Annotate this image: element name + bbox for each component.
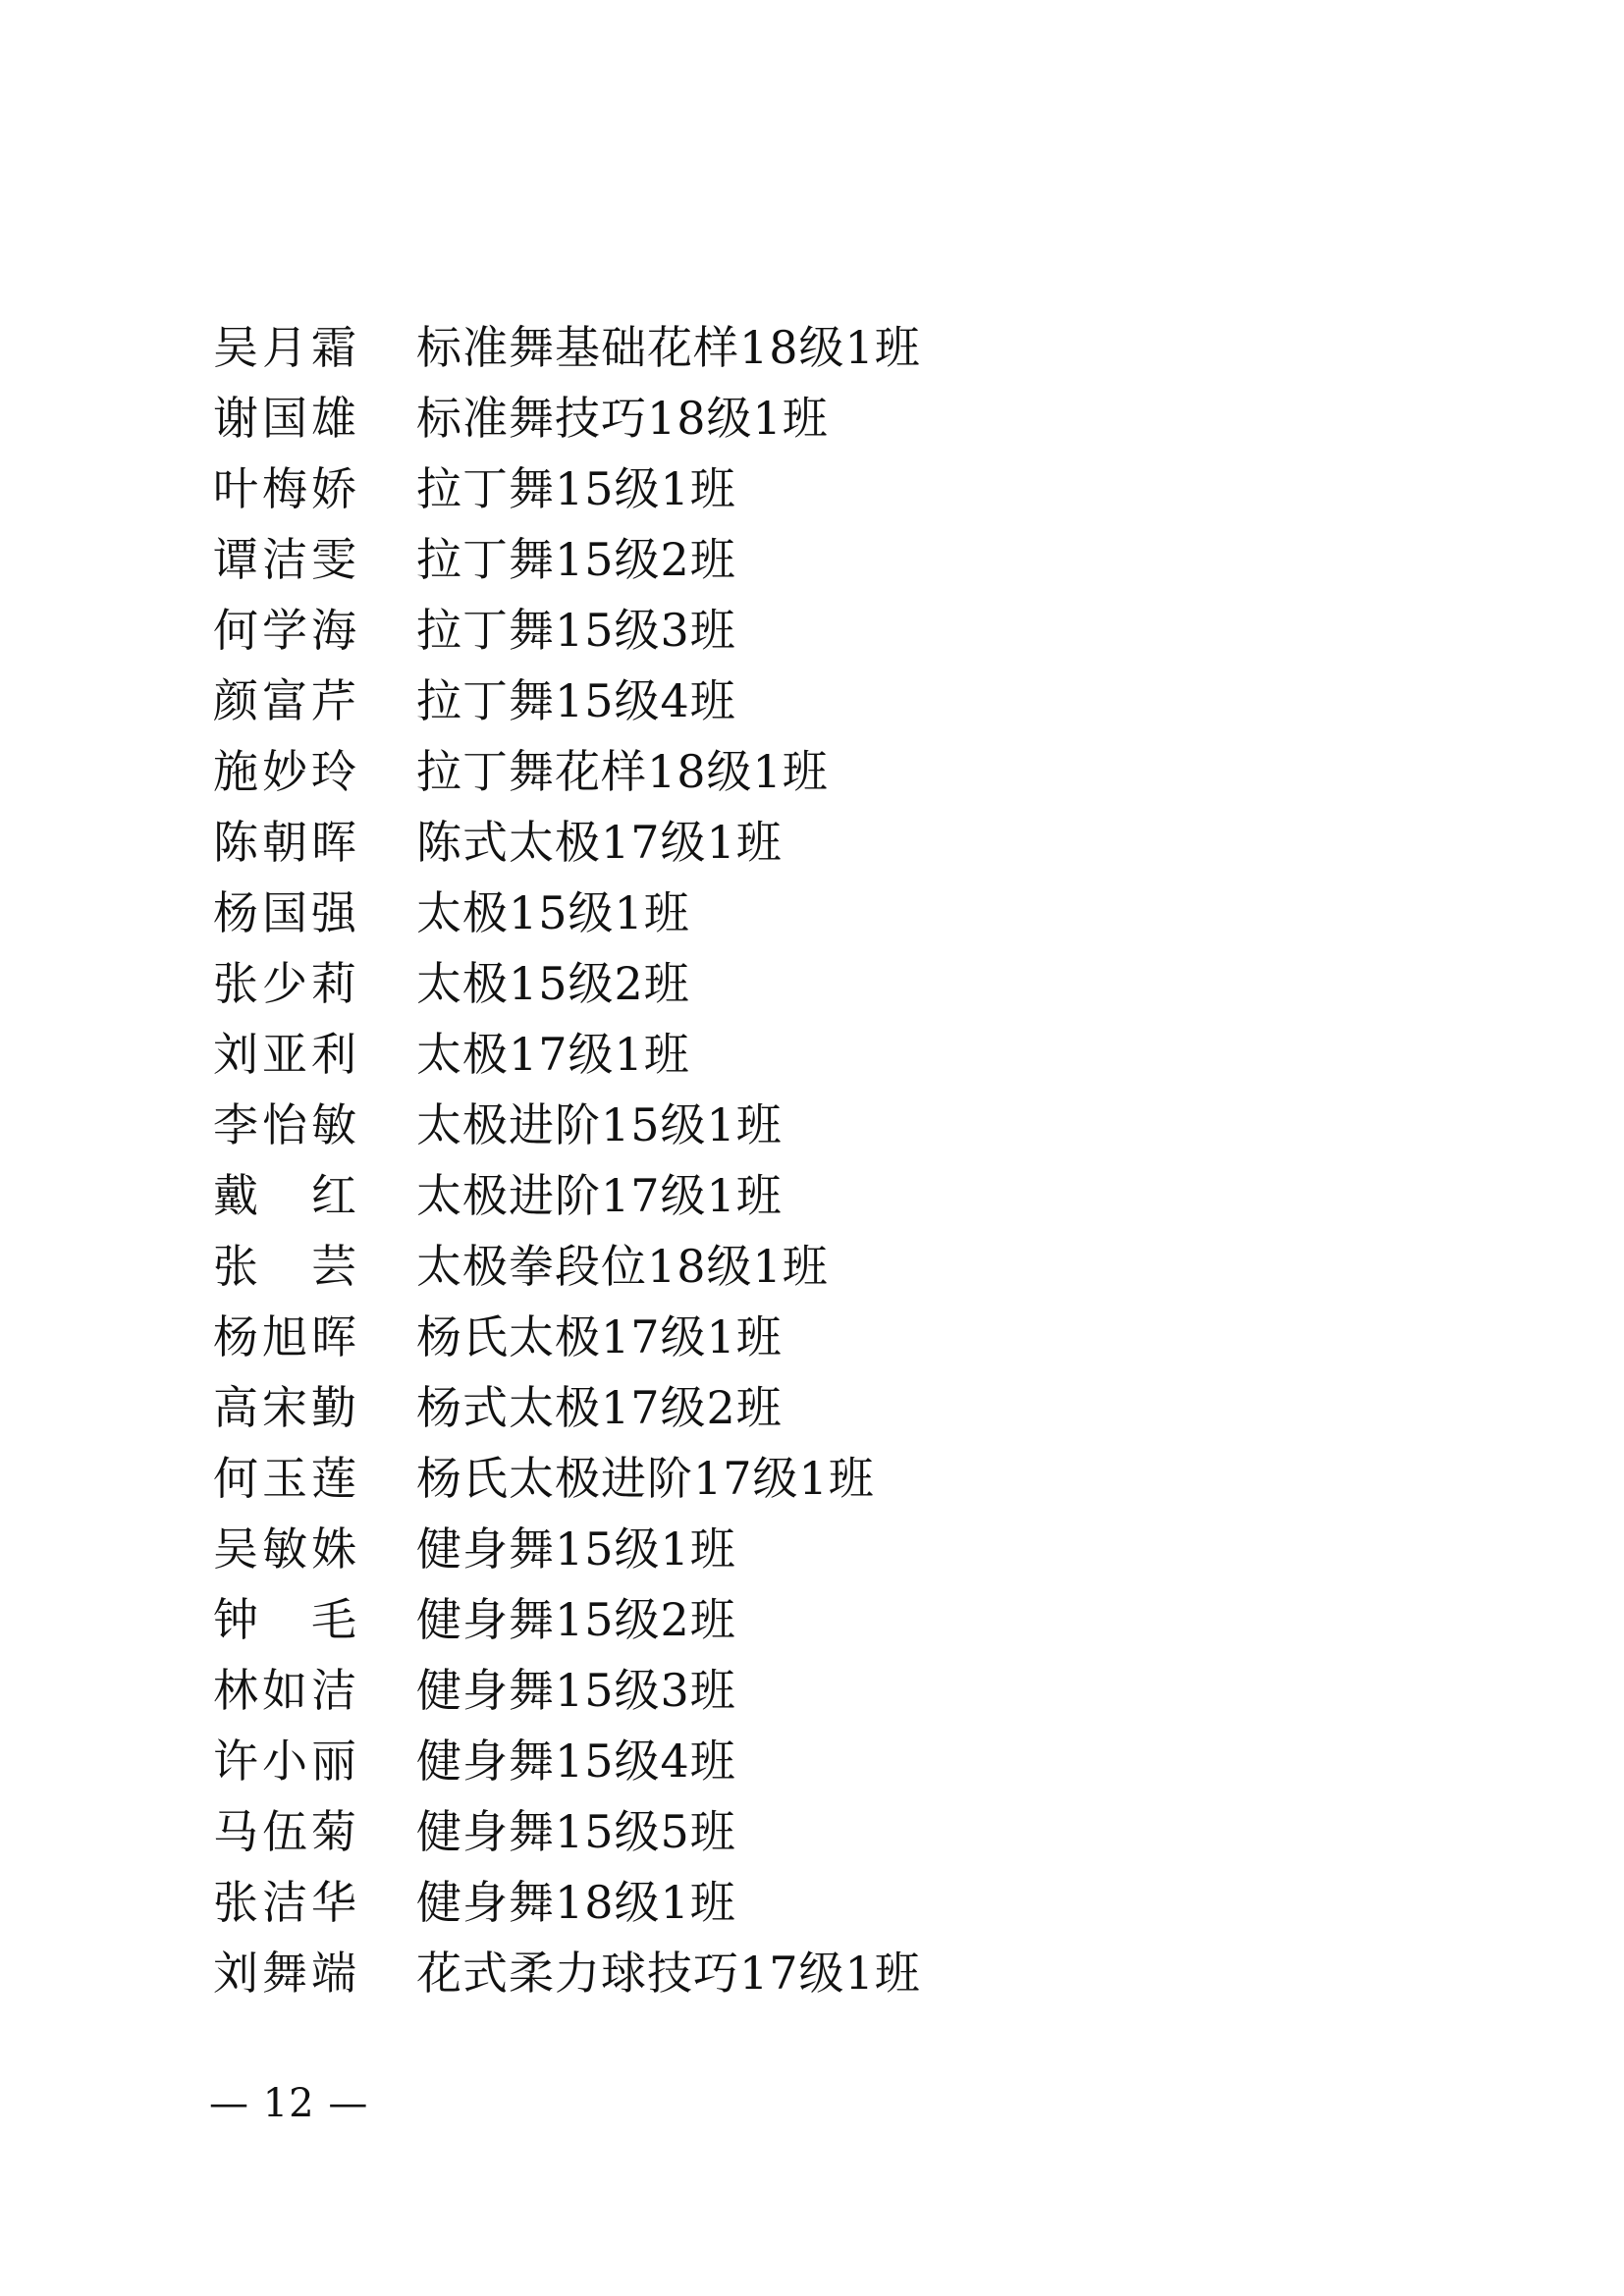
roster-row [213, 878, 1391, 948]
roster-row [213, 1655, 1391, 1726]
person-name: 吴月霜 [213, 321, 360, 374]
person-name: 谢国雄 [213, 392, 360, 445]
roster-row [213, 383, 1391, 454]
class-name: 太极15级1班 [416, 886, 690, 939]
roster-row [213, 1938, 1391, 2008]
roster-row [213, 595, 1391, 666]
person-name: 李怡敏 [213, 1098, 360, 1151]
class-name: 陈式太极17级1班 [416, 816, 783, 869]
roster-row [213, 1514, 1391, 1584]
class-name: 健身舞18级1班 [416, 1876, 736, 1929]
person-name: 杨旭晖 [213, 1310, 360, 1363]
person-name: 颜富芹 [213, 674, 360, 727]
class-name: 健身舞15级1班 [416, 1522, 736, 1575]
class-name: 太极17级1班 [416, 1028, 690, 1081]
class-name: 太极进阶15级1班 [416, 1098, 783, 1151]
person-name: 钟 毛 [213, 1593, 360, 1646]
roster-row [213, 1019, 1391, 1090]
roster-row [213, 666, 1391, 736]
roster-row [213, 1796, 1391, 1867]
class-name: 杨氏太极17级1班 [416, 1310, 783, 1363]
class-name: 杨氏太极进阶17级1班 [416, 1452, 875, 1505]
person-name: 施妙玲 [213, 745, 360, 798]
class-name: 拉丁舞15级4班 [416, 674, 736, 727]
person-name: 林如洁 [213, 1664, 360, 1717]
roster-row [213, 1160, 1391, 1231]
person-name: 高宋勤 [213, 1381, 360, 1434]
person-name: 刘亚利 [213, 1028, 360, 1081]
roster-row [213, 736, 1391, 807]
class-name: 健身舞15级5班 [416, 1805, 736, 1858]
class-name: 健身舞15级4班 [416, 1735, 736, 1788]
roster-list [213, 312, 1391, 2008]
person-name: 马伍菊 [213, 1805, 360, 1858]
person-name: 张少莉 [213, 957, 360, 1010]
person-name: 张 芸 [213, 1240, 360, 1293]
person-name: 刘舞端 [213, 1947, 360, 2000]
roster-row [213, 948, 1391, 1019]
person-name: 许小丽 [213, 1735, 360, 1788]
class-name: 太极拳段位18级1班 [416, 1240, 829, 1293]
class-name: 太极15级2班 [416, 957, 690, 1010]
person-name: 谭洁雯 [213, 533, 360, 586]
roster-row [213, 1867, 1391, 1938]
class-name: 健身舞15级3班 [416, 1664, 736, 1717]
roster-row [213, 1231, 1391, 1302]
roster-row [213, 807, 1391, 878]
roster-row [213, 1443, 1391, 1514]
roster-row [213, 1302, 1391, 1372]
person-name: 张洁华 [213, 1876, 360, 1929]
class-name: 太极进阶17级1班 [416, 1169, 783, 1222]
class-name: 标准舞基础花样18级1班 [416, 321, 921, 374]
roster-row [213, 312, 1391, 383]
class-name: 杨式太极17级2班 [416, 1381, 783, 1434]
person-name: 叶梅娇 [213, 462, 360, 515]
class-name: 拉丁舞15级3班 [416, 604, 736, 657]
person-name: 何学海 [213, 604, 360, 657]
roster-row [213, 1372, 1391, 1443]
class-name: 拉丁舞15级1班 [416, 462, 736, 515]
person-name: 杨国强 [213, 886, 360, 939]
class-name: 健身舞15级2班 [416, 1593, 736, 1646]
roster-row [213, 1726, 1391, 1796]
person-name: 何玉莲 [213, 1452, 360, 1505]
page-number: — 12 — [209, 2081, 369, 2126]
roster-row [213, 524, 1391, 595]
class-name: 标准舞技巧18级1班 [416, 392, 829, 445]
person-name: 戴 红 [213, 1169, 360, 1222]
class-name: 拉丁舞15级2班 [416, 533, 736, 586]
roster-row [213, 454, 1391, 524]
person-name: 吴敏姝 [213, 1522, 360, 1575]
person-name: 陈朝晖 [213, 816, 360, 869]
class-name: 拉丁舞花样18级1班 [416, 745, 829, 798]
roster-row [213, 1090, 1391, 1160]
class-name: 花式柔力球技巧17级1班 [416, 1947, 921, 2000]
roster-row [213, 1584, 1391, 1655]
